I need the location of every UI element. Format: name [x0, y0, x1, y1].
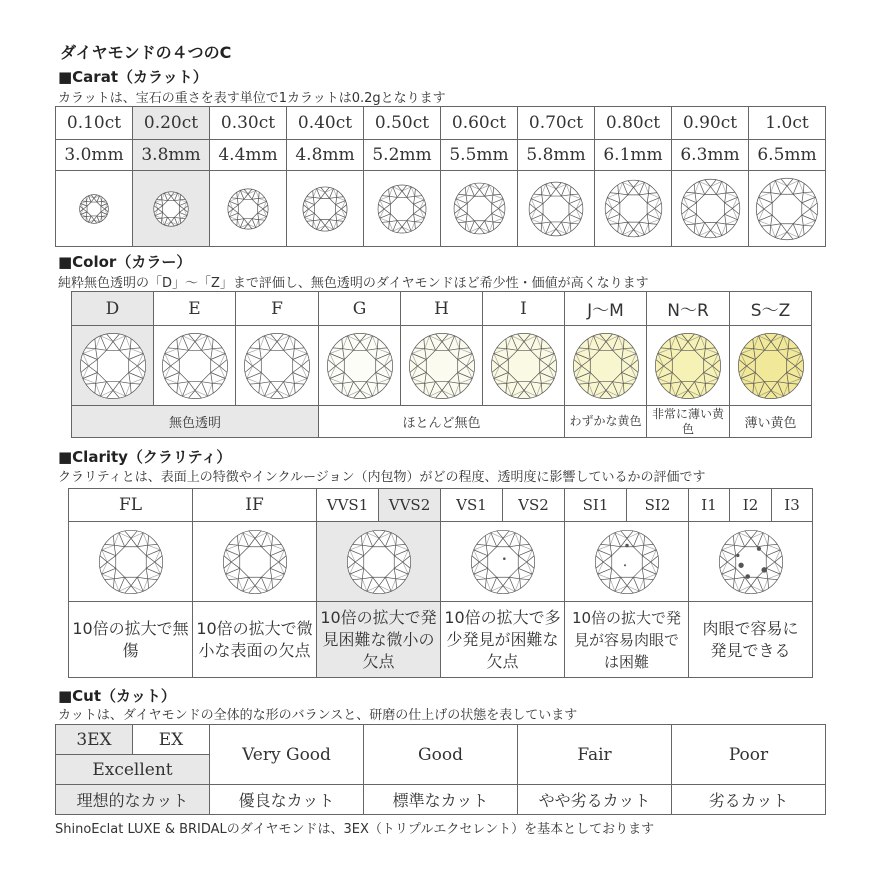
color-group: ほとんど無色 [319, 406, 565, 438]
carat-size: 5.2mm [364, 140, 441, 171]
carat-heading: ■Carat（カラット） [58, 68, 208, 86]
color-grade: S～Z [730, 292, 812, 326]
clarity-grade: VVS2 [379, 489, 441, 522]
carat-weight: 0.40ct [287, 107, 364, 140]
clarity-note: 10倍の拡大で発見が容易肉眼では困難 [565, 602, 689, 678]
carat-weight: 0.20ct [133, 107, 210, 140]
clarity-grade: SI2 [627, 489, 689, 522]
cut-grade-excellent: Excellent [56, 755, 210, 785]
diamond-icon [302, 186, 348, 232]
cut-table [55, 724, 826, 815]
cut-desc-excellent: 理想的なカット [56, 785, 210, 815]
color-grade: I [483, 292, 565, 326]
clarity-note: 10倍の拡大で無傷 [69, 602, 193, 678]
diamond-icon [718, 529, 784, 595]
carat-weight: 0.30ct [210, 107, 287, 140]
diamond-icon [98, 529, 164, 595]
color-grade: J～M [565, 292, 647, 326]
color-grade: E [154, 292, 236, 326]
diamond-icon [377, 184, 427, 234]
clarity-grade: VVS1 [317, 489, 379, 522]
cut-grade-ex: EX [133, 725, 210, 755]
carat-size: 5.8mm [518, 140, 595, 171]
diamond-icon [755, 177, 819, 241]
clarity-grade: VS1 [441, 489, 503, 522]
color-group: わずかな黄色 [565, 406, 647, 438]
clarity-description: クラリティとは、表面上の特徴やインクルージョン（内包物）がどの程度、透明度に影響しているかの評価です [58, 470, 706, 485]
diamond-icon [346, 529, 412, 595]
clarity-note: 10倍の拡大で微小な表面の欠点 [193, 602, 317, 678]
cut-heading: ■Cut（カット） [58, 687, 176, 705]
diamond-icon [604, 179, 663, 238]
carat-weight: 0.60ct [441, 107, 518, 140]
cut-desc-fair: やや劣るカット [518, 785, 672, 815]
diamond-icon [326, 332, 394, 400]
clarity-grade: FL [69, 489, 193, 522]
color-grade: F [236, 292, 319, 326]
diamond-icon [79, 194, 109, 224]
diamond-icon [654, 332, 722, 400]
carat-weight: 1.0ct [749, 107, 826, 140]
color-grade: N～R [647, 292, 730, 326]
carat-size: 3.8mm [133, 140, 210, 171]
diamond-icon [227, 188, 269, 230]
carat-weight: 0.50ct [364, 107, 441, 140]
diamond-icon [79, 332, 147, 400]
carat-size: 5.5mm [441, 140, 518, 171]
clarity-grade: I3 [772, 489, 813, 522]
diamond-icon [594, 529, 660, 595]
diamond-icon [453, 182, 506, 235]
color-description: 純粋無色透明の「D」～「Z」まで評価し、無色透明のダイヤモンドほど希少性・価値が高くなります [58, 276, 649, 291]
cut-grade-3ex: 3EX [56, 725, 133, 755]
carat-weight: 0.80ct [595, 107, 672, 140]
diamond-icon [490, 332, 558, 400]
clarity-note: 10倍の拡大で多少発見が困難な欠点 [441, 602, 565, 678]
carat-weight: 0.90ct [672, 107, 749, 140]
carat-weight: 0.70ct [518, 107, 595, 140]
cut-grade-fair: Fair [518, 725, 672, 785]
color-group: 非常に薄い黄色 [647, 406, 730, 438]
color-grade: G [319, 292, 401, 326]
diamond-icon [470, 529, 536, 595]
carat-description: カラットは、宝石の重さを表す単位で1カラットは0.2gとなります [58, 91, 446, 106]
cut-grade-poor: Poor [672, 725, 826, 785]
diamond-icon [161, 332, 229, 400]
color-grade: D [72, 292, 154, 326]
carat-size: 4.8mm [287, 140, 364, 171]
carat-size: 6.1mm [595, 140, 672, 171]
diamond-icon [572, 332, 640, 400]
clarity-grade: I1 [689, 489, 730, 522]
diamond-icon [243, 332, 311, 400]
diamond-icon [680, 178, 741, 239]
carat-size: 4.4mm [210, 140, 287, 171]
clarity-grade: VS2 [503, 489, 565, 522]
cut-desc-good: 標準なカット [364, 785, 518, 815]
cut-desc-verygood: 優良なカット [210, 785, 364, 815]
clarity-grade: IF [193, 489, 317, 522]
color-heading: ■Color（カラー） [58, 253, 192, 271]
clarity-grade: SI1 [565, 489, 627, 522]
clarity-grade: I2 [730, 489, 772, 522]
carat-size: 6.3mm [672, 140, 749, 171]
clarity-note: 10倍の拡大で発見困難な微小の欠点 [317, 602, 441, 678]
cut-desc-poor: 劣るカット [672, 785, 826, 815]
color-group: 薄い黄色 [730, 406, 812, 438]
diamond-icon [408, 332, 476, 400]
carat-size: 3.0mm [56, 140, 133, 171]
color-grade: H [401, 292, 483, 326]
page-title: ダイヤモンドの４つのC [60, 43, 232, 62]
diamond-icon [737, 332, 805, 400]
cut-description: カットは、ダイヤモンドの全体的な形のバランスと、研磨の仕上げの状態を表しています [58, 708, 578, 723]
color-table [71, 291, 812, 438]
diamond-icon [222, 529, 288, 595]
footer-note: ShinoEclat LUXE & BRIDALのダイヤモンドは、3EX（トリプルエクセレント）を基本としております [55, 822, 655, 837]
diamond-icon [153, 191, 189, 227]
carat-size: 6.5mm [749, 140, 826, 171]
clarity-heading: ■Clarity（クラリティ） [58, 448, 232, 466]
carat-weight: 0.10ct [56, 107, 133, 140]
clarity-table [68, 488, 813, 678]
cut-grade-verygood: Very Good [210, 725, 364, 785]
clarity-note: 肉眼で容易に発見できる [689, 602, 813, 678]
diamond-icon [528, 181, 584, 237]
color-group: 無色透明 [72, 406, 319, 438]
carat-table [55, 106, 826, 247]
cut-grade-good: Good [364, 725, 518, 785]
